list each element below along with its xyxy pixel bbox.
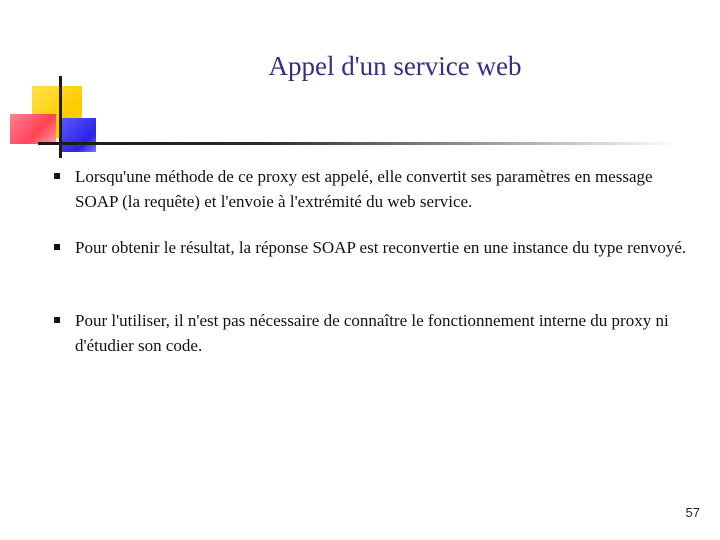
bullet-text: Pour obtenir le résultat, la réponse SOAP est reconvertie en une instance du type renvoyé. xyxy=(75,238,687,257)
slide-title: Appel d'un service web xyxy=(268,51,522,81)
square-bullet-icon xyxy=(54,173,60,179)
bullet-text: Lorsqu'une méthode de ce proxy est appelé, elle convertit ses paramètres en message SOAP (la requête) et l'envoie à l'extrémité du web service. xyxy=(75,167,653,211)
square-bullet-icon xyxy=(54,244,60,250)
page-number: 57 xyxy=(685,505,700,520)
square-bullet-icon xyxy=(54,317,60,323)
bullet-text: Pour l'utiliser, il n'est pas nécessaire de connaître le fonctionnement interne du proxy ni d'étudier son code. xyxy=(75,311,669,355)
